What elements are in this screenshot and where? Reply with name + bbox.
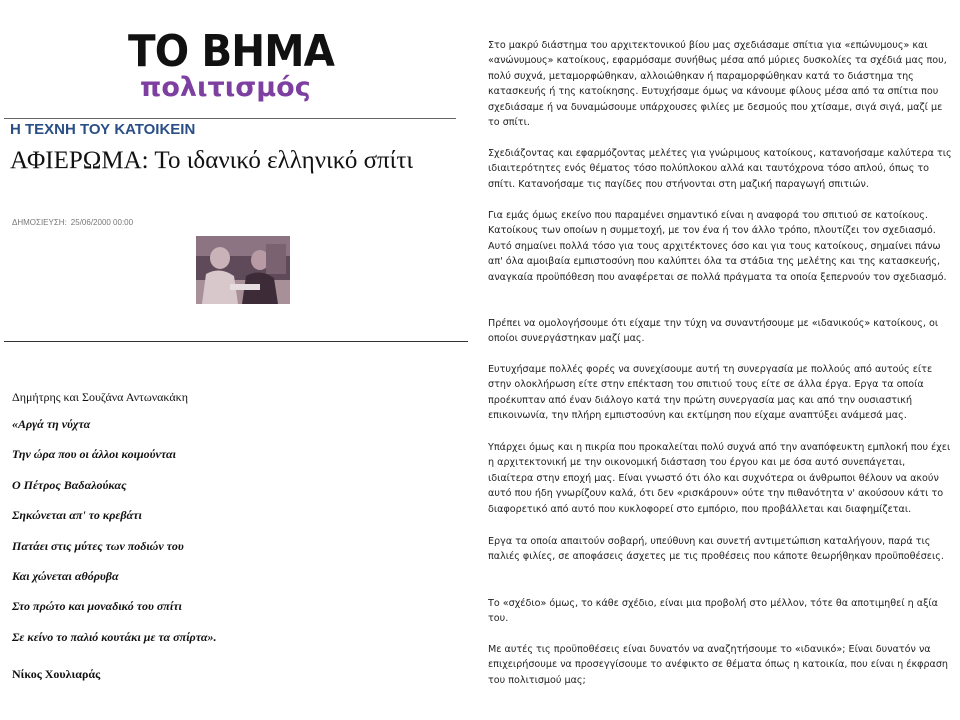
article-dateline [12, 218, 137, 227]
poem-line: Ο Πέτρος Βαδαλούκας [12, 477, 127, 492]
newspaper-masthead[interactable] [128, 26, 348, 103]
body-paragraph: Εργα τα οποία απαιτούν σοβαρή, υπεύθυνη και συνετή αντιμετώπιση καταλήγουν, παρά τις παλιές φιλίες, σε αποφάσεις άσχετες με τις προθέσεις που κάποτε θεωρήθηκαν προϋποθέσεις. [488, 536, 944, 563]
article-left-column [0, 0, 468, 720]
masthead-title: ΤΟ ΒΗΜΑ [128, 26, 335, 77]
poem-epigraph [12, 416, 217, 659]
body-paragraph: Για εμάς όμως εκείνο που παραμένει σημαντικό είναι η αναφορά του σπιτιού σε κατοίκους. Κατοίκους των οποίων η συμμετοχή, με τον ένα ή τον άλλο τρόπο, πλουτίζει τον σχεδιασμό. Αυτό σημαίνει πολλά τόσο για τους αρχιτέκτονες όσο και για τους κατοίκους, σημαίνει πάνω απ' όλα αμοιβαία εμπιστοσύνη που καλύπτει όλα τα στάδια της μελέτης και της κατασκευής, αναγκαία προϋπόθεση που αναφέρεται σε πολλά πράγματα τα οποία ξεπερνούν τον σχεδιασμό. [488, 210, 947, 283]
poem-line: Και χώνεται αθόρυβα [12, 568, 119, 583]
poem-author: Νίκος Χουλιαράς [12, 667, 101, 681]
article-photo[interactable] [196, 236, 290, 304]
section-divider [4, 341, 468, 342]
poem-line: Πατάει στις μύτες των ποδιών του [12, 538, 184, 553]
body-paragraph: Υπάρχει όμως και η πικρία που προκαλείται πολύ συχνά από την αναπόφευκτη εμπλοκή που έχει η αρχιτεκτονική με την οικονομική διάσταση του έργου και με όσα αυτό συνεπάγεται, ιδιαίτερα στην εποχή μας. Είναι γνωστό ότι όλο και συχνότερα οι άνθρωποι θέλουν να ακούν αυτό που ήδη γνωρίζουν καλά, ότι δεν «ρισκάρουν» ούτε την πιθανότητα ν' ακούσουν κάτι το διαφορετικό από αυτό που κυκλοφορεί στο εμπόριο, που προβάλλεται και διαφημίζεται. [488, 442, 951, 515]
article-kicker[interactable]: Η ΤΕΧΝΗ ΤΟΥ ΚΑΤΟΙΚΕΙΝ [10, 121, 196, 138]
article-body-column [480, 0, 952, 720]
poem-line: Σηκώνεται απ' το κρεβάτι [12, 508, 142, 523]
poem-line: «Αργά τη νύχτα [12, 417, 91, 431]
published-label: ΔΗΜΟΣΙΕΥΣΗ: [12, 218, 67, 227]
body-paragraph: Με αυτές τις προϋποθέσεις είναι δυνατόν να αναζητήσουμε το «ιδανικό»; Είναι δυνατόν να επιχειρήσουμε να προσεγγίσουμε το ανέφικτο σε θέματα όπως η κατοικία, που είναι η έκφραση του πολιτισμού μας; [488, 644, 949, 686]
poem-line: Την ώρα που οι άλλοι κοιμούνται [12, 447, 176, 462]
poem-line: Σε κείνο το παλιό κουτάκι με τα σπίρτα». [12, 629, 217, 644]
body-paragraph: Πρέπει να ομολογήσουμε ότι είχαμε την τύχη να συναντήσουμε με «ιδανικούς» κατοίκους, οι οποίοι συνεργάστηκαν μαζί μας. [488, 318, 939, 345]
body-paragraph: Στο μακρύ διάστημα του αρχιτεκτονικού βίου μας σχεδιάσαμε σπίτια για «επώνυμους» και «ανώνυμους» κατοίκους, εφαρμόσαμε συνήθως μέσα από μύριες δυσκολίες τα σχέδιά μας που, πολύ συχνά, μεταμορφώθηκαν, αλλοιώθηκαν ή παραμορφώθηκαν κατά το διάστημα της κατασκευής ή της κατοίκησης. Ευτυχήσαμε όμως να κάνουμε φίλους μέσα από τα σπίτια που σχεδιάσαμε ή να δυναμώσουμε υπάρχουσες φιλίες με δεσμούς που χτίσαμε, σιγά σιγά, μαζί με το σπίτι. [488, 40, 947, 129]
article-byline: Δημήτρης και Σουζάνα Αντωνακάκη [12, 390, 188, 404]
body-paragraph: Σχεδιάζοντας και εφαρμόζοντας μελέτες για γνώριμους κατοίκους, κατανοήσαμε καλύτερα τις ιδιαιτερότητες ενός θέματος τόσο πολύπλοκου αλλά και ταυτόχρονα τόσο απλού, όπως το σπίτι. Κατανοήσαμε τις παγίδες που στήνονται στη μαζική παραγωγή σπιτιών. [488, 148, 952, 190]
body-paragraph: Ευτυχήσαμε πολλές φορές να συνεχίσουμε αυτή τη συνεργασία με πολλούς από αυτούς είτε στην ολοκλήρωση είτε στην επέκταση του σπιτιού τους είτε σε άλλα έργα. Εργα τα οποία προέκυπταν από έναν διάλογο κατά την πρώτη συνεργασία μας και από την ουσιαστική επικοινωνία, την πλήρη εμπιστοσύνη και εκτίμηση που είχαμε αναπτύξει ανάμεσά μας. [488, 364, 933, 422]
masthead-section: πολιτισμός [140, 72, 311, 103]
body-paragraph: Το «σχέδιο» όμως, το κάθε σχέδιο, είναι μια προβολή στο μέλλον, τότε θα αποτιμηθεί η αξία του. [488, 598, 938, 625]
published-date: 25/06/2000 00:00 [70, 218, 134, 227]
article-headline: ΑΦΙΕΡΩΜΑ: Το ιδανικό ελληνικό σπίτι [10, 147, 414, 174]
poem-line: Στο πρώτο και μοναδικό του σπίτι [12, 599, 182, 614]
header-divider [4, 118, 456, 119]
